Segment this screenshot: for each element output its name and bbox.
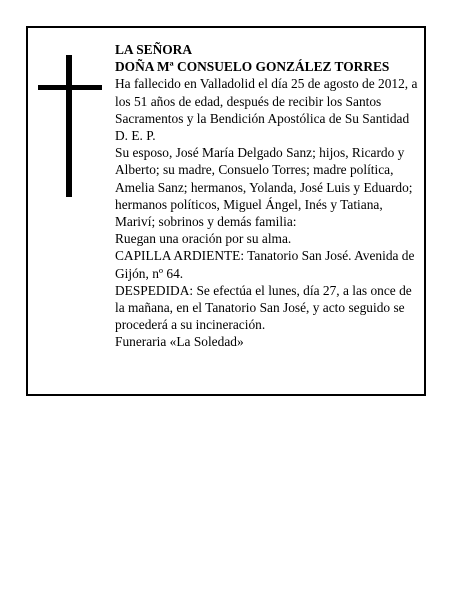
cross-vertical-bar	[66, 55, 72, 197]
obituary-notice	[26, 26, 426, 396]
cross-horizontal-bar	[38, 85, 102, 90]
deceased-name: DOÑA Mª CONSUELO GONZÁLEZ TORRES	[115, 59, 390, 75]
farewell-info: DESPEDIDA: Se efectúa el lunes, día 27, a las once de la mañana, en el Tanatorio San José, y acto seguido se procederá a su incineración.	[115, 282, 412, 333]
notice-text	[115, 41, 421, 351]
cross-icon	[38, 55, 102, 197]
death-announcement: Ha fallecido en Valladolid el día 25 de agosto de 2012, a los 51 años de edad, después de recibir los Santos Sacramentos y la Bendición Apostólica de Su Santidad D. E. P.	[115, 76, 418, 144]
prayer-request: Ruegan una oración por su alma.	[115, 231, 292, 247]
family-list: Su esposo, José María Delgado Sanz; hijos, Ricardo y Alberto; su madre, Consuelo Torres; madre política, Amelia Sanz; hermanos, Yolanda, José Luis y Eduardo; hermanos políticos, Miguel Ángel, Inés y Tatiana, Mariví; sobrinos y demás familia:	[115, 145, 413, 230]
notice-title: LA SEÑORA	[115, 42, 193, 57]
funeral-home: Funeraria «La Soledad»	[115, 334, 244, 350]
chapel-info: CAPILLA ARDIENTE: Tanatorio San José. Avenida de Gijón, nº 64.	[115, 248, 415, 281]
